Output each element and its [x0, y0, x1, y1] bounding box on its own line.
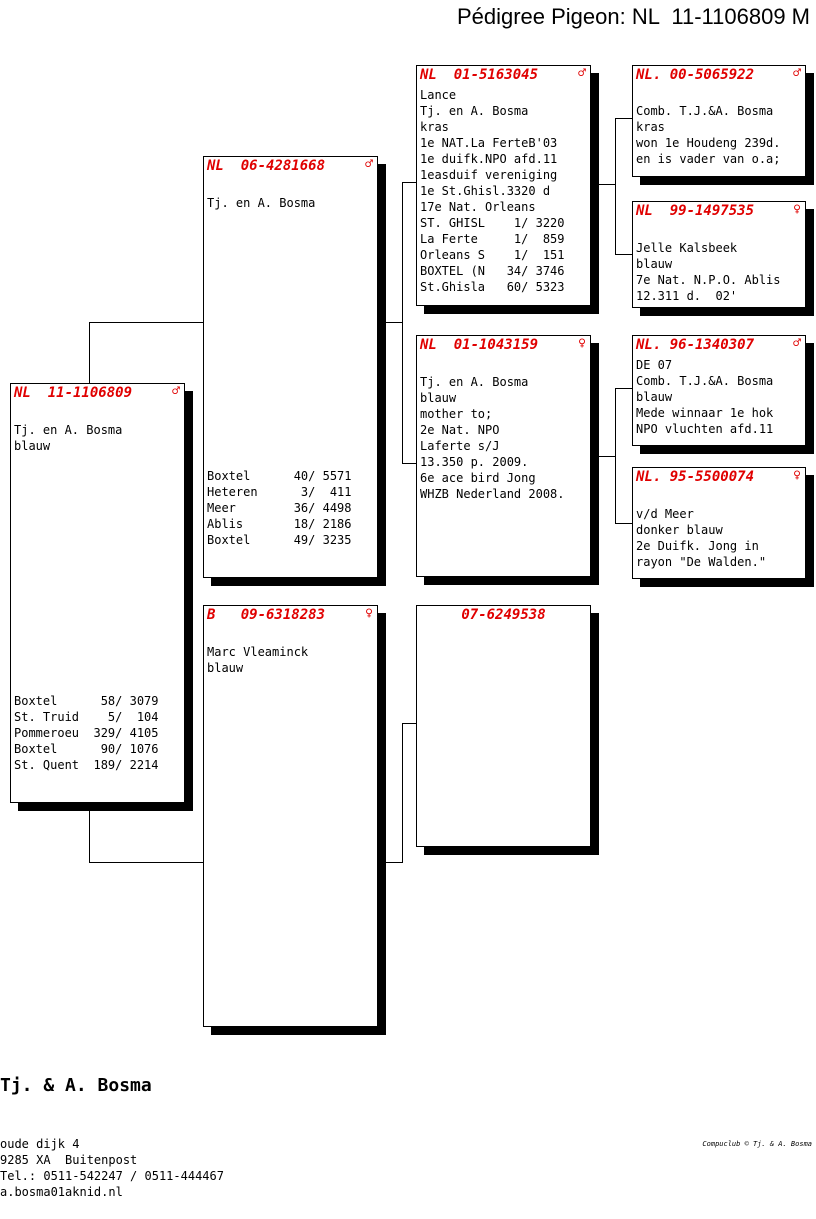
male-icon: ♂ [172, 384, 180, 399]
text-line: Tj. en A. Bosma [14, 423, 123, 437]
page-title: Pédigree Pigeon: NL 11-1106809 M [456, 4, 810, 29]
text-line: Lance [420, 88, 457, 102]
connector-line [615, 118, 616, 255]
text-line: mother to; [420, 407, 493, 421]
ring-number: NL 06-4281668 [207, 158, 326, 174]
text-line: St.Ghisla 60/ 5323 [420, 280, 565, 294]
male-icon: ♂ [578, 66, 586, 81]
connector-line [615, 388, 616, 524]
text-line: St. Quent 189/ 2214 [14, 758, 159, 772]
female-icon: ♀ [578, 336, 586, 351]
connector-line [597, 184, 615, 185]
card-info [636, 87, 781, 167]
dam-sire-card[interactable] [416, 605, 591, 847]
race-results [14, 693, 159, 773]
connector-line [402, 182, 417, 183]
text-line: BOXTEL (N 34/ 3746 [420, 264, 565, 278]
text-line: v/d Meer [636, 507, 694, 521]
sire-dam-dam-card[interactable] [632, 467, 806, 579]
text-line [420, 358, 565, 374]
text-line: 17e Nat. Orleans [420, 200, 536, 214]
connector-line [402, 723, 417, 724]
connector-line [402, 463, 417, 464]
connector-line [597, 456, 615, 457]
sire-card[interactable] [203, 156, 378, 578]
male-icon: ♂ [793, 336, 801, 351]
card-info [207, 195, 315, 211]
owner-address [0, 1136, 224, 1200]
text-line: Laferte s/J [420, 439, 500, 453]
text-line: Comb. T.J.&A. Bosma [636, 104, 774, 118]
ring-number: NL 11-1106809 [14, 385, 133, 401]
connector-line [615, 388, 632, 389]
text-line: 13.350 p. 2009. [420, 455, 529, 469]
text-line: ST. GHISL 1/ 3220 [420, 216, 565, 230]
text-line: 1e NAT.La FerteB'03 [420, 136, 558, 150]
text-line: blauw [207, 661, 244, 675]
male-icon: ♂ [365, 157, 373, 172]
ring-number: NL 01-1043159 [420, 337, 539, 353]
sire-dam-card[interactable] [416, 335, 591, 577]
sire-sire-card[interactable] [416, 65, 591, 306]
text-line: 9285 XA Buitenpost [0, 1153, 138, 1167]
text-line: blauw [636, 390, 673, 404]
connector-line [402, 723, 403, 863]
text-line: St. Truid 5/ 104 [14, 710, 159, 724]
text-line: DE 07 [636, 358, 673, 372]
text-line: rayon "De Walden." [636, 555, 767, 569]
text-line: Tj. en A. Bosma [420, 375, 529, 389]
connector-line [615, 118, 632, 119]
connector-line [615, 523, 632, 524]
card-info [636, 224, 781, 304]
text-line: Orleans S 1/ 151 [420, 248, 565, 262]
owner-info [0, 1036, 224, 1219]
text-line: Tj. en A. Bosma [420, 104, 529, 118]
text-line: 7e Nat. N.P.O. Ablis [636, 273, 781, 287]
connector-line [402, 182, 403, 464]
text-line: Jelle Kalsbeek [636, 241, 738, 255]
text-line [636, 490, 766, 506]
dam-card[interactable] [203, 605, 378, 1027]
text-line: donker blauw [636, 523, 723, 537]
text-line: Mede winnaar 1e hok [636, 406, 774, 420]
sire-sire-dam-card[interactable] [632, 201, 806, 308]
text-line: 1easduif vereniging [420, 168, 558, 182]
ring-number: NL. 00-5065922 [636, 67, 755, 83]
race-results [207, 468, 352, 548]
card-info [207, 644, 308, 676]
connector-line [89, 322, 204, 323]
connector-line [384, 862, 402, 863]
text-line: kras [636, 120, 665, 134]
text-line: 6e ace bird Jong [420, 471, 536, 485]
text-line: Tj. en A. Bosma [207, 196, 316, 210]
text-line: Ablis 18/ 2186 [207, 517, 352, 531]
text-line: Tel.: 0511-542247 / 0511-444467 [0, 1169, 224, 1183]
footer-credit: Compuclub © Tj. & A. Bosma [702, 1140, 812, 1148]
female-icon: ♀ [365, 606, 373, 621]
connector-line [89, 862, 204, 863]
text-line: 2e Duifk. Jong in [636, 539, 759, 553]
text-line: Comb. T.J.&A. Bosma [636, 374, 774, 388]
ring-number: NL 99-1497535 [636, 203, 755, 219]
ring-number: 07-6249538 [461, 607, 546, 623]
text-line: Boxtel 40/ 5571 [207, 469, 352, 483]
text-line: 1e St.Ghisl.3320 d [420, 184, 551, 198]
text-line: WHZB Nederland 2008. [420, 487, 565, 501]
text-line: Marc Vleaminck [207, 645, 309, 659]
ring-number: NL 01-5163045 [420, 67, 539, 83]
text-line: La Ferte 1/ 859 [420, 232, 565, 246]
connector-line [89, 802, 90, 863]
ring-number: B 09-6318283 [207, 607, 326, 623]
text-line: Heteren 3/ 411 [207, 485, 352, 499]
text-line: 12.311 d. 02' [636, 289, 738, 303]
text-line: 2e Nat. NPO [420, 423, 500, 437]
text-line: Pommeroeu 329/ 4105 [14, 726, 159, 740]
card-info [636, 357, 773, 437]
subject-pigeon-card[interactable] [10, 383, 185, 803]
text-line: Boxtel 49/ 3235 [207, 533, 352, 547]
connector-line [89, 322, 90, 384]
female-icon: ♀ [793, 202, 801, 217]
sire-sire-sire-card[interactable] [632, 65, 806, 177]
text-line: en is vader van o.a; [636, 152, 781, 166]
sire-dam-sire-card[interactable] [632, 335, 806, 446]
male-icon: ♂ [793, 66, 801, 81]
text-line: NPO vluchten afd.11 [636, 422, 774, 436]
owner-name: Tj. & A. Bosma [0, 1075, 152, 1096]
ring-number: NL. 96-1340307 [636, 337, 755, 353]
text-line: a.bosma01aknid.nl [0, 1185, 123, 1199]
ring-number: NL. 95-5500074 [636, 469, 755, 485]
text-line: Boxtel 90/ 1076 [14, 742, 159, 756]
text-line: blauw [636, 257, 673, 271]
card-info [14, 422, 122, 454]
text-line: won 1e Houdeng 239d. [636, 136, 781, 150]
text-line: blauw [14, 439, 51, 453]
text-line [636, 87, 781, 103]
text-line: kras [420, 120, 449, 134]
text-line: Meer 36/ 4498 [207, 501, 352, 515]
card-info [636, 490, 766, 570]
text-line: 1e duifk.NPO afd.11 [420, 152, 558, 166]
connector-line [384, 322, 402, 323]
card-info [420, 87, 565, 295]
text-line [636, 224, 781, 240]
text-line: Boxtel 58/ 3079 [14, 694, 159, 708]
card-info [420, 358, 565, 502]
text-line: blauw [420, 391, 457, 405]
connector-line [615, 254, 632, 255]
text-line: oude dijk 4 [0, 1137, 80, 1151]
female-icon: ♀ [793, 468, 801, 483]
